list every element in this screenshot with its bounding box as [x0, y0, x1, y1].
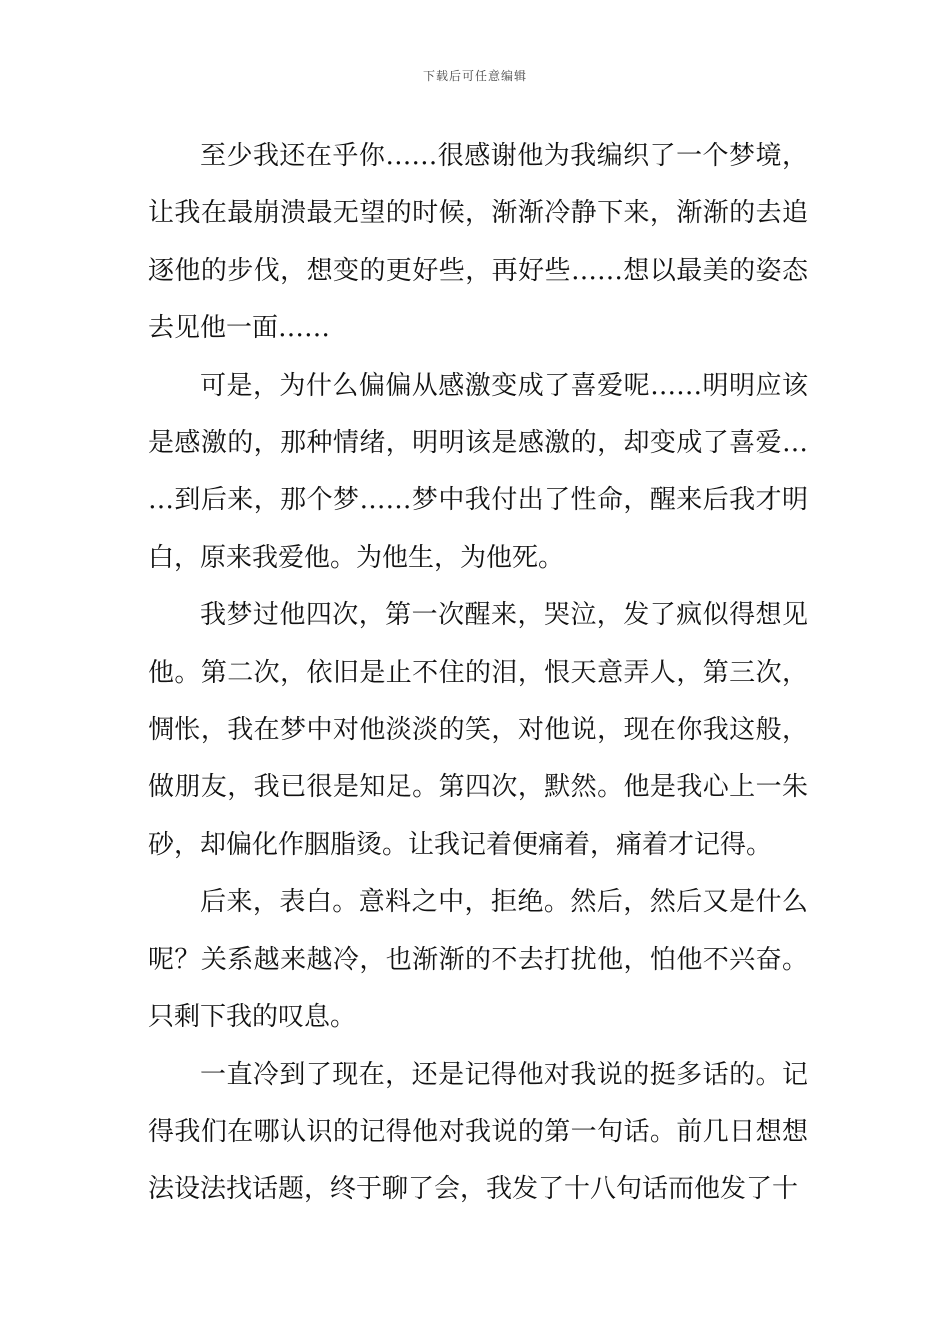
paragraph-2: 可是，为什么偏偏从感激变成了喜爱呢……明明应该是感激的，那种情绪，明明该是感激的，却变成了喜爱……到后来，那个梦……梦中我付出了性命，醒来后我才明白，原来我爱他。为他生，为他死。 — [148, 370, 808, 573]
page-header-note: 下载后可任意编辑 — [422, 69, 527, 83]
paragraph-1: 至少我还在乎你……很感谢他为我编织了一个梦境，让我在最崩溃最无望的时候，渐渐冷静下来，渐渐的去追逐他的步伐，想变的更好些，再好些……想以最美的姿态去见他一面…… — [148, 141, 808, 344]
paragraph-4: 后来，表白。意料之中，拒绝。然后，然后又是什么呢？关系越来越冷，也渐渐的不去打扰他，怕他不兴奋。只剩下我的叹息。 — [148, 887, 808, 1033]
document-body — [148, 128, 808, 1219]
paragraph-3: 我梦过他四次，第一次醒来，哭泣，发了疯似得想见他。第二次，依旧是止不住的泪，恨天意弄人，第三次，惆怅，我在梦中对他淡淡的笑，对他说，现在你我这般，做朋友，我已很是知足。第四次，默然。他是我心上一朱砂，却偏化作胭脂烫。让我记着便痛着，痛着才记得。 — [148, 600, 808, 860]
paragraph-5: 一直冷到了现在，还是记得他对我说的挺多话的。记得我们在哪认识的记得他对我说的第一句话。前几日想想法设法找话题，终于聊了会，我发了十八句话而他发了十 — [148, 1059, 808, 1205]
